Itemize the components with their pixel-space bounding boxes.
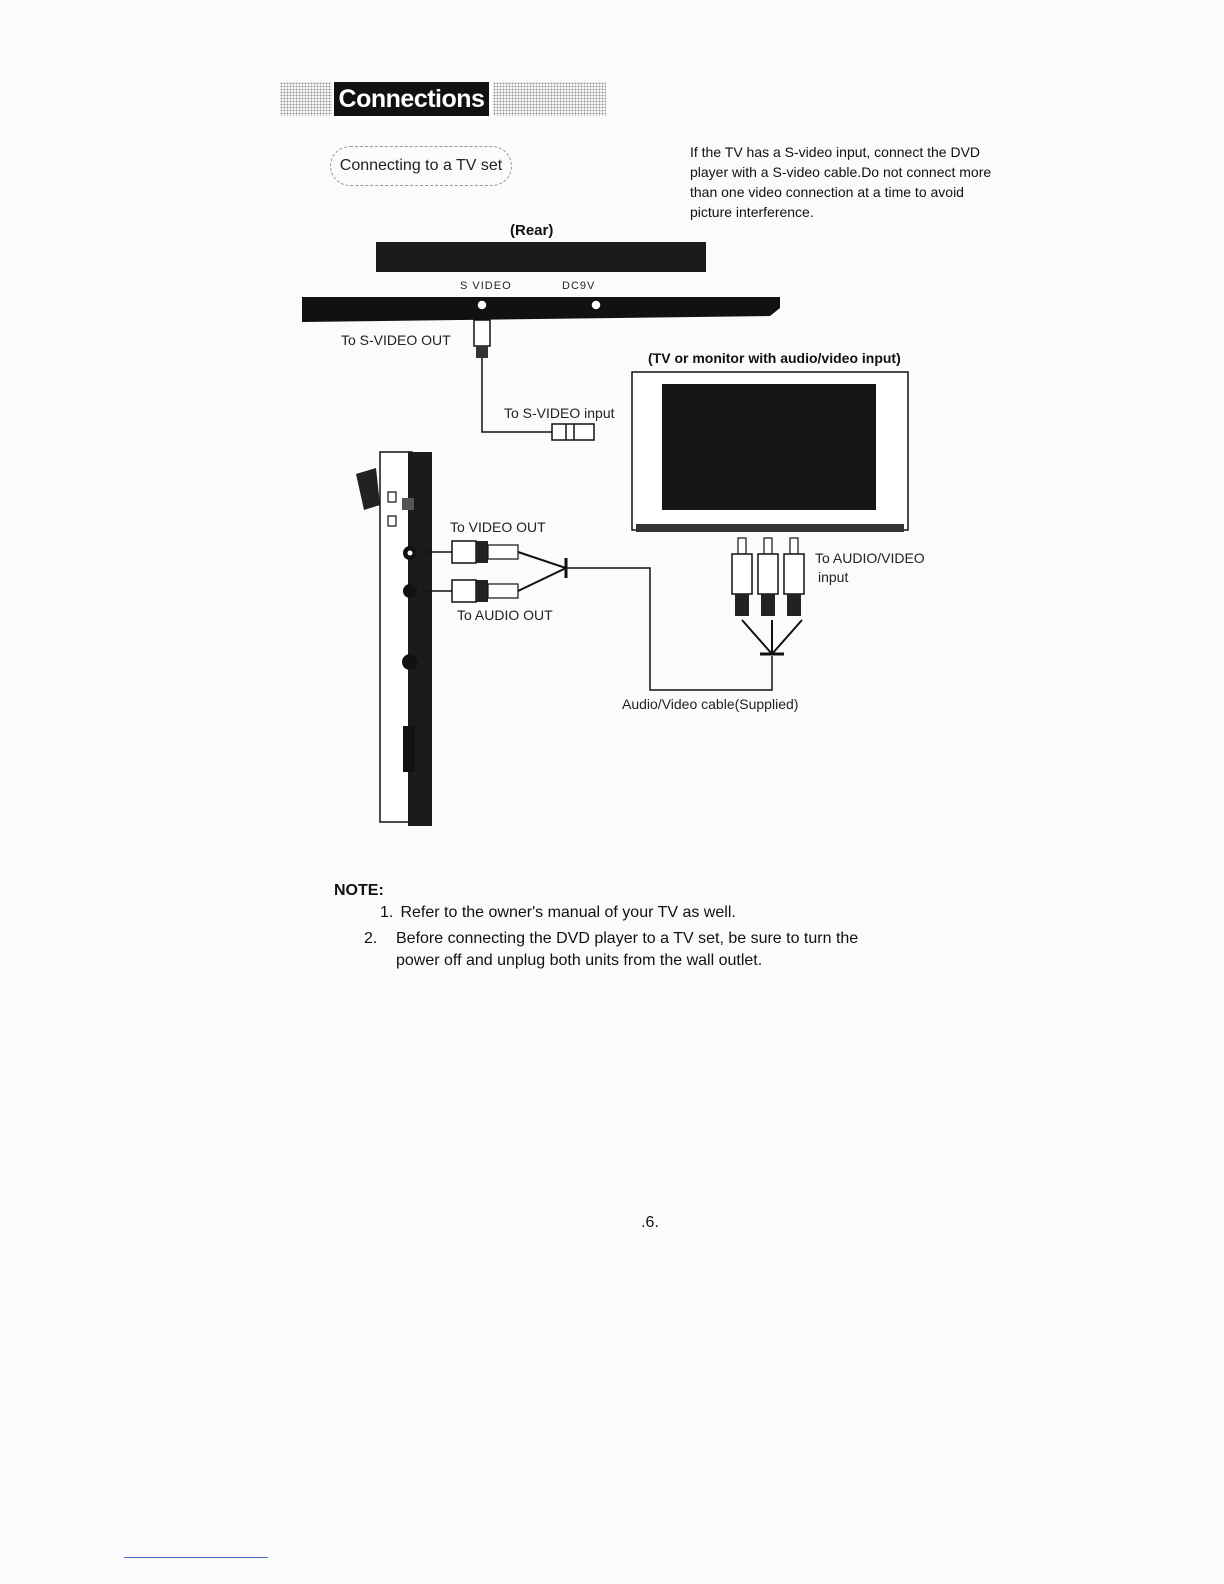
y-cable-split (518, 552, 566, 591)
volume-wheel-icon (403, 726, 415, 772)
s-video-plug-neck (476, 346, 488, 358)
phones-jack-icon (402, 654, 418, 670)
av-input-plugs-icon (732, 538, 804, 616)
to-s-video-out-label: To S-VIDEO OUT (341, 332, 451, 348)
optical-port-icon (402, 498, 414, 510)
s-video-jack-icon (477, 300, 487, 310)
note-title: NOTE: (334, 882, 384, 899)
rear-label: (Rear) (510, 222, 554, 239)
note-item (364, 928, 900, 972)
footer-rule (124, 1557, 268, 1558)
tv-base (636, 524, 904, 532)
tv-screen (662, 384, 876, 510)
rear-unit-base (302, 297, 780, 322)
dc-jack-icon (591, 300, 601, 310)
note-list (364, 902, 900, 976)
s-video-port-label: S VIDEO (460, 280, 512, 292)
s-video-plug-icon (474, 320, 490, 346)
ir-window-icon (388, 492, 396, 502)
video-plug-icon (452, 541, 476, 563)
cable-label: Audio/Video cable(Supplied) (622, 696, 799, 712)
dc-port-label: DC9V (562, 280, 596, 292)
note-number: 1. (380, 904, 394, 921)
to-audio-out-label: To AUDIO OUT (457, 607, 553, 623)
tv-label: (TV or monitor with audio/video input) (648, 350, 901, 366)
player-lid-icon (356, 468, 380, 510)
audio-jack-icon (403, 584, 417, 598)
page-number: .6. (641, 1214, 659, 1231)
to-av-input-label-line1: To AUDIO/VIDEO (815, 550, 925, 566)
note-item (380, 902, 900, 924)
note-text: Before connecting the DVD player to a TV set, be sure to turn the power off and unplug both units from the wall outlet. (396, 930, 859, 969)
intro-paragraph: If the TV has a S-video input, connect the DVD player with a S-video cable.Do not connect more than one video connection at a time to avoid picture interference. (690, 144, 992, 220)
to-s-video-input-label: To S-VIDEO input (504, 405, 615, 421)
audio-plug-icon (452, 580, 476, 602)
subsection-title: Connecting to a TV set (330, 146, 512, 186)
note-number: 2. (364, 930, 378, 947)
note-text: Refer to the owner's manual of your TV as well. (400, 904, 736, 921)
rear-unit-top (376, 242, 706, 272)
to-av-input-label-line2: input (818, 569, 849, 585)
section-title: Connections (334, 82, 489, 116)
s-video-input-plug-icon (552, 424, 594, 440)
to-video-out-label: To VIDEO OUT (450, 519, 546, 535)
